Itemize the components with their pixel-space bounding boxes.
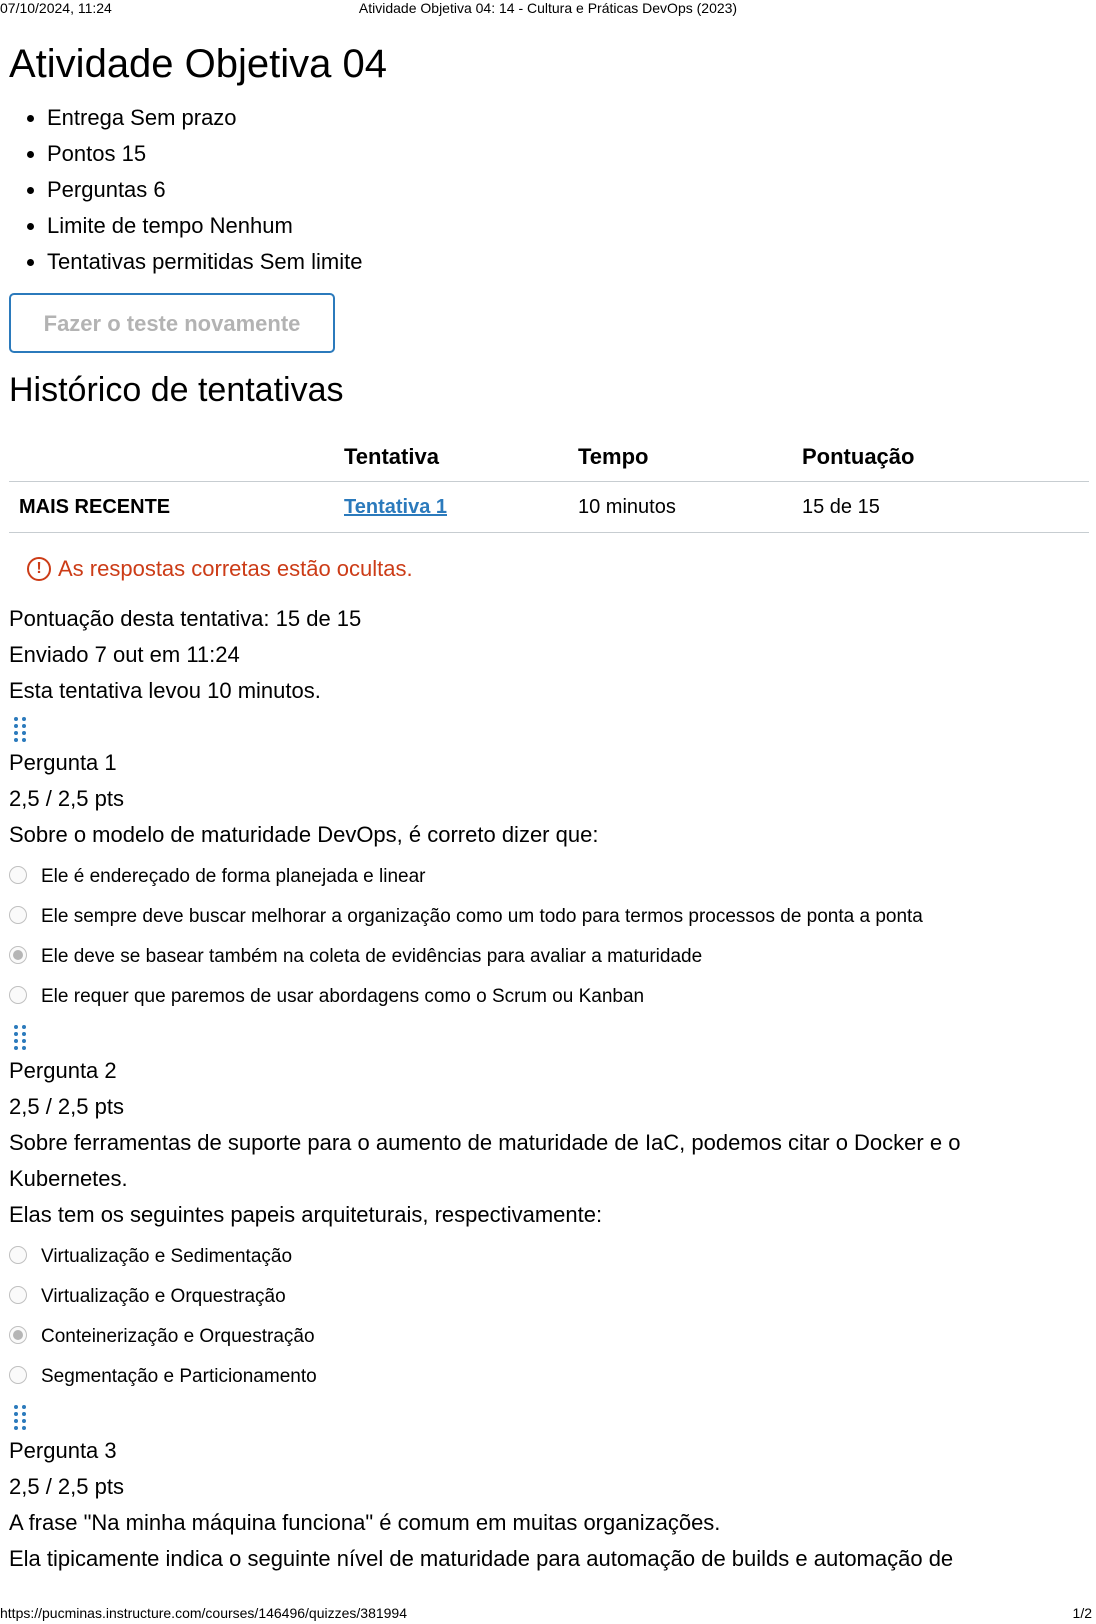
detail-due: • Entrega Sem prazo bbox=[47, 100, 1089, 136]
answer-label: Ele requer que paremos de usar abordagens como o Scrum ou Kanban bbox=[41, 986, 645, 1007]
answer-label: Ele sempre deve buscar melhorar a organização como um todo para termos processos de ponta a ponta bbox=[41, 906, 923, 927]
detail-attempts: • Tentativas permitidas Sem limite bbox=[47, 244, 1089, 280]
question-3 bbox=[9, 1403, 1089, 1577]
radio-button[interactable] bbox=[9, 866, 27, 884]
answer-list bbox=[9, 1237, 1089, 1397]
radio-button[interactable] bbox=[9, 1366, 27, 1384]
hidden-answers-notice bbox=[27, 553, 1089, 585]
print-datetime: 07/10/2024, 11:24 bbox=[0, 0, 112, 16]
answer-option[interactable] bbox=[9, 1277, 1089, 1317]
answer-label: Virtualização e Sedimentação bbox=[41, 1246, 293, 1267]
answer-label: Ele deve se basear também na coleta de evidências para avaliar a maturidade bbox=[41, 946, 703, 967]
answer-label: Segmentação e Particionamento bbox=[41, 1366, 317, 1387]
drag-handle-icon[interactable] bbox=[9, 1023, 33, 1053]
question-text: A frase "Na minha máquina funciona" é comum em muitas organizações. bbox=[9, 1510, 721, 1535]
radio-button[interactable] bbox=[9, 1286, 27, 1304]
answer-label: Ele é endereçado de forma planejada e linear bbox=[41, 866, 426, 887]
column-header-blank bbox=[9, 433, 334, 482]
page-title: Atividade Objetiva 04 bbox=[9, 42, 388, 86]
question-points: 2,5 / 2,5 pts bbox=[9, 1094, 124, 1119]
question-text: Elas tem os seguintes papeis arquiteturais, respectivamente: bbox=[9, 1202, 603, 1227]
radio-button[interactable] bbox=[9, 1246, 27, 1264]
print-url: https://pucminas.instructure.com/courses/146496/quizzes/381994 bbox=[0, 1605, 408, 1621]
print-page-number: 1/2 bbox=[1072, 1605, 1092, 1621]
column-header-score: Pontuação bbox=[792, 433, 1089, 482]
radio-button[interactable] bbox=[9, 906, 27, 924]
question-1 bbox=[9, 715, 1089, 1017]
answer-option[interactable] bbox=[9, 937, 1089, 977]
quiz-details-list bbox=[9, 100, 1089, 280]
detail-time-limit: • Limite de tempo Nenhum bbox=[47, 208, 1089, 244]
detail-points: • Pontos 15 bbox=[47, 136, 1089, 172]
attempt-cell bbox=[334, 482, 568, 533]
answer-label: Conteinerização e Orquestração bbox=[41, 1326, 315, 1347]
question-text: Ela tipicamente indica o seguinte nível de maturidade para automação de builds e automação de bbox=[9, 1546, 954, 1571]
history-title: Histórico de tentativas bbox=[9, 371, 344, 409]
print-footer bbox=[0, 1604, 1096, 1624]
attempt-link[interactable]: Tentativa 1 bbox=[344, 495, 447, 518]
column-header-time: Tempo bbox=[568, 433, 792, 482]
radio-button-selected[interactable] bbox=[9, 1326, 27, 1344]
score-cell: 15 de 15 bbox=[792, 482, 1089, 533]
answer-option[interactable] bbox=[9, 977, 1089, 1017]
column-header-attempt: Tentativa bbox=[334, 433, 568, 482]
table-header-row bbox=[9, 433, 1089, 482]
question-title: Pergunta 3 bbox=[9, 1438, 117, 1463]
attempt-submitted: Enviado 7 out em 11:24 bbox=[9, 642, 240, 667]
retake-quiz-button[interactable]: Fazer o teste novamente bbox=[9, 293, 335, 353]
print-title: Atividade Objetiva 04: 14 - Cultura e Práticas DevOps (2023) bbox=[358, 0, 738, 16]
question-text: Kubernetes. bbox=[9, 1166, 128, 1191]
hidden-answers-text: As respostas corretas estão ocultas. bbox=[58, 556, 413, 581]
print-header bbox=[0, 0, 1096, 18]
radio-button-selected[interactable] bbox=[9, 946, 27, 964]
attempt-history-table bbox=[9, 433, 1089, 533]
radio-button[interactable] bbox=[9, 986, 27, 1004]
most-recent-label: MAIS RECENTE bbox=[9, 482, 334, 533]
attempt-summary bbox=[9, 601, 1089, 709]
drag-handle-icon[interactable] bbox=[9, 715, 33, 745]
detail-questions: • Perguntas 6 bbox=[47, 172, 1089, 208]
question-text: Sobre ferramentas de suporte para o aumento de maturidade de IaC, podemos citar o Docker e o bbox=[9, 1130, 961, 1155]
answer-option[interactable] bbox=[9, 1317, 1089, 1357]
answer-label: Virtualização e Orquestração bbox=[41, 1286, 286, 1307]
drag-handle-icon[interactable] bbox=[9, 1403, 33, 1433]
answer-option[interactable] bbox=[9, 857, 1089, 897]
question-text: Sobre o modelo de maturidade DevOps, é correto dizer que: bbox=[9, 822, 599, 847]
answer-option[interactable] bbox=[9, 1357, 1089, 1397]
table-row bbox=[9, 482, 1089, 533]
time-cell: 10 minutos bbox=[568, 482, 792, 533]
question-title: Pergunta 2 bbox=[9, 1058, 117, 1083]
question-2 bbox=[9, 1023, 1089, 1397]
question-points: 2,5 / 2,5 pts bbox=[9, 1474, 124, 1499]
attempt-score: Pontuação desta tentativa: 15 de 15 bbox=[9, 606, 362, 631]
warning-icon: ! bbox=[27, 557, 51, 581]
question-points: 2,5 / 2,5 pts bbox=[9, 786, 124, 811]
question-title: Pergunta 1 bbox=[9, 750, 117, 775]
answer-option[interactable] bbox=[9, 897, 1089, 937]
answer-option[interactable] bbox=[9, 1237, 1089, 1277]
answer-list bbox=[9, 857, 1089, 1017]
quiz-content bbox=[9, 38, 1089, 1577]
attempt-duration: Esta tentativa levou 10 minutos. bbox=[9, 678, 321, 703]
